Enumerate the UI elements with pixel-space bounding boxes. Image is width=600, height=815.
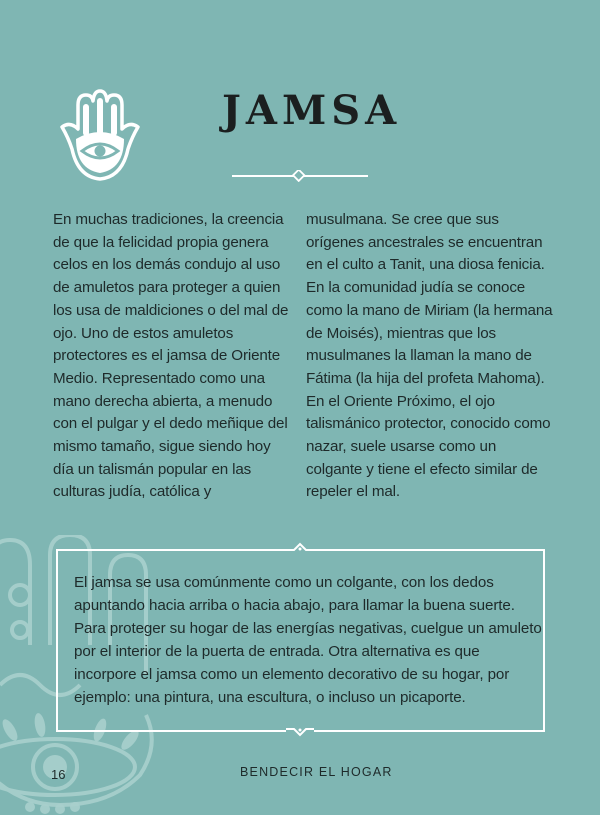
page-number: 16 bbox=[51, 767, 66, 782]
hamsa-icon bbox=[56, 87, 144, 183]
tip-box-top-ornament bbox=[286, 539, 314, 553]
tip-box-text: El jamsa se usa comúnmente como un colgante, con los dedos apuntando hacia arriba o hacia abajo, para llamar la buena suerte. Para proteger su hogar de las energías negativas, cuelgue un amuleto por el interior de la puerta de entrada. Otra alternativa es que incorpore el jamsa como un elemento decorativo de su hogar, por ejemplo: una pintura, una escultura, o incluso un picaporte. bbox=[74, 574, 542, 706]
body-text-left-column: En muchas tradiciones, la creencia de que la felicidad propia genera celos en los demás condujo al uso de amuletos para proteger a quien los usa de maldiciones o del mal de ojo. Uno de estos amuletos protectores es el jamsa de Oriente Medio. Representado como una mano derecha abierta, a menudo con el pulgar y el dedo meñique del mismo tamaño, sigue siendo hoy día un talismán popular en las culturas judía, católica y bbox=[53, 211, 289, 501]
body-text-right-column: musulmana. Se cree que sus orígenes ancestrales se encuentran en el culto a Tanit, una diosa fenicia. En la comunidad judía se conoce como la mano de Miriam (la hermana de Moisés), mientras que los musulmanes la llaman la mano de Fátima (la hija del profeta Mahoma). En el Oriente Próximo, el ojo talismánico protector, conocido como nazar, suele usarse como un colgante y tiene el efecto similar de repeler el mal. bbox=[306, 211, 553, 501]
title-divider bbox=[232, 170, 368, 182]
running-footer-section-title: BENDECIR EL HOGAR bbox=[240, 765, 393, 779]
page-title: JAMSA bbox=[222, 87, 402, 134]
tip-box-bottom-ornament bbox=[286, 726, 314, 740]
